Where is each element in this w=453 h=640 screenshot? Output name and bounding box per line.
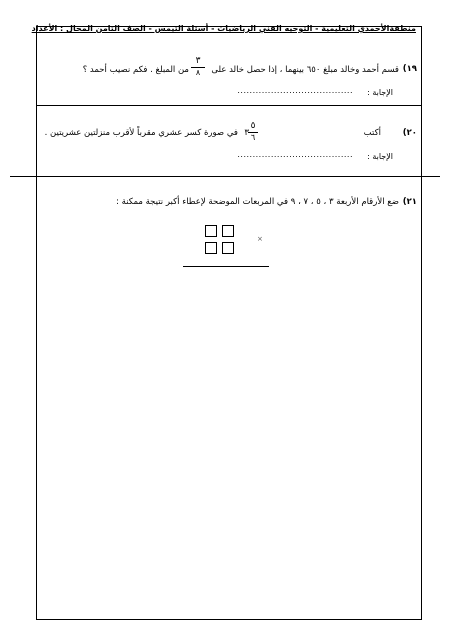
q20-text: في صورة كسر عشري مقرباً لأقرب منزلتين عشريتين . — [44, 128, 238, 138]
q20-fraction — [248, 122, 258, 142]
q20-fraction-denominator: ٦ — [250, 133, 256, 142]
divider-q19 — [36, 105, 422, 106]
q19-fraction-denominator: ٨ — [195, 68, 201, 77]
q21-number: ٢١) — [402, 197, 417, 207]
q20-word: أكتب — [363, 128, 381, 138]
q19-fraction-numerator: ٣ — [195, 56, 201, 66]
q19-fraction — [191, 57, 205, 77]
page-header: منطقةالأحمدي التعليمية - التوجيه الفني الرياضيات - أسئلة التيمس - الصف الثامن المجال : الأعداد — [31, 24, 416, 33]
digit-box-top-left[interactable] — [205, 225, 217, 237]
digit-box-bottom-right[interactable] — [222, 242, 234, 254]
digit-box-bottom-left[interactable] — [205, 242, 217, 254]
q19-answer-label: الإجابة : — [367, 88, 393, 97]
divider-q20 — [10, 176, 440, 177]
q20-fraction-numerator: ٥ — [250, 121, 256, 131]
page-border — [31, 24, 422, 620]
multiply-sign: × — [257, 235, 263, 243]
q20-answer-line[interactable]: ...................................... — [237, 150, 353, 159]
q20-number: ٢٠) — [402, 128, 417, 138]
q19-text-before: قسم أحمد وخالد مبلغ ٦٥٠ بينهما ، إذا حصل خالد على — [211, 65, 399, 75]
q19-number: ١٩) — [402, 64, 417, 74]
q21-text: ضع الأرقام الأربعة ٣ ، ٥ ، ٧ ، ٩ في المربعات الموضحة لإعطاء أكبر نتيجة ممكنة : — [116, 197, 399, 207]
q19-text-after: من المبلغ . فكم نصيب أحمد ؟ — [82, 65, 189, 75]
result-line — [183, 266, 269, 267]
q19-answer-line[interactable]: ...................................... — [237, 86, 353, 95]
q20-whole-number: ٣ — [244, 128, 249, 138]
q20-answer-label: الإجابة : — [367, 152, 393, 161]
digit-box-top-right[interactable] — [222, 225, 234, 237]
